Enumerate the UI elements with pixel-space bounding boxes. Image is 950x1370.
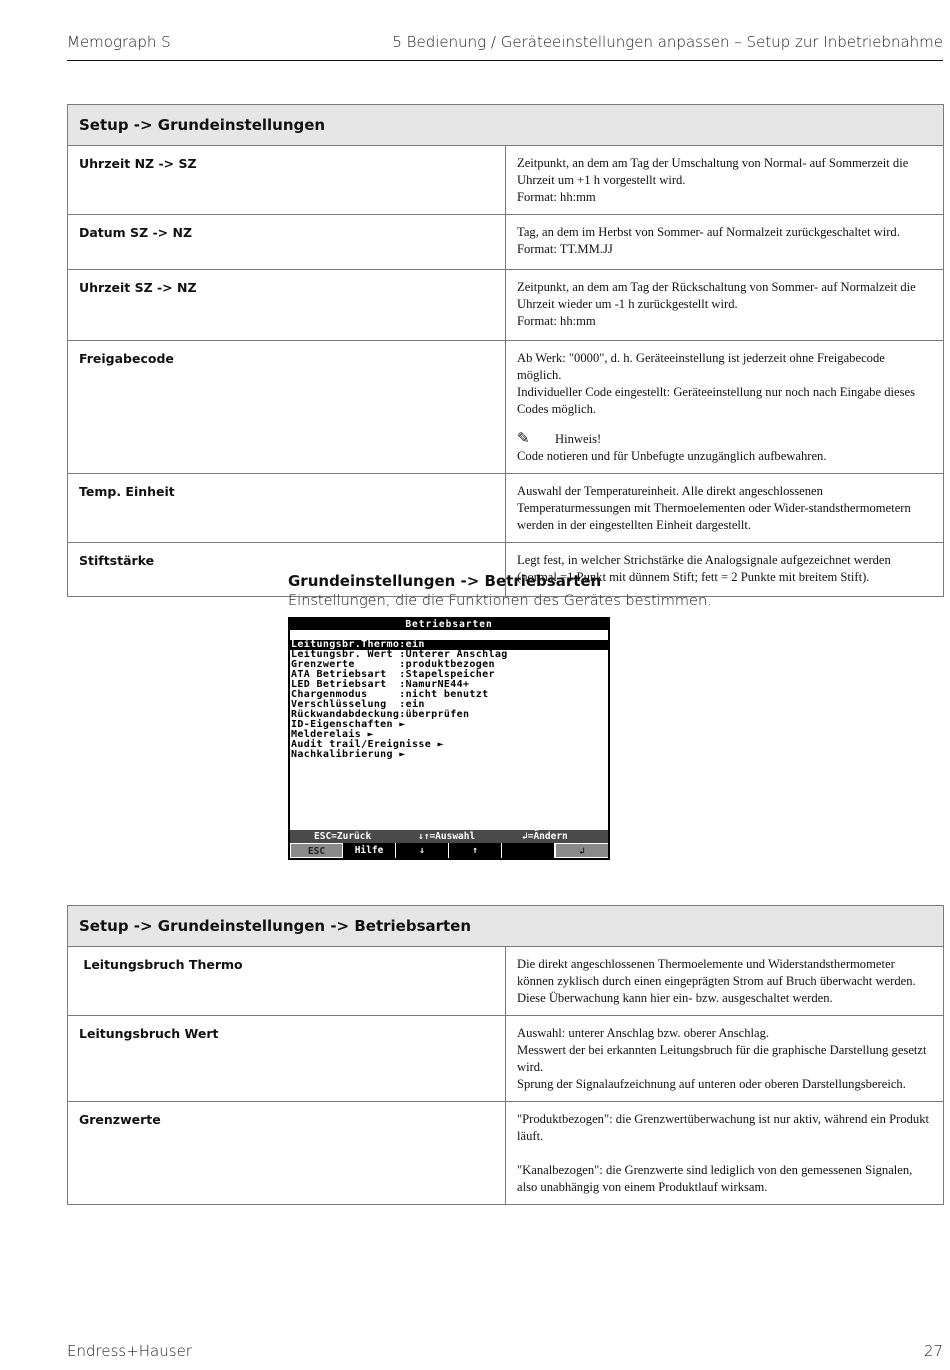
desc-line: Individueller Code eingestellt: Geräteeinstellung nur noch nach Eingabe dieses Codes möglich.	[517, 385, 915, 416]
row-description	[506, 947, 944, 1016]
row-description	[506, 270, 944, 341]
row-description	[506, 341, 944, 474]
header-chapter-title: 5 Bedienung / Geräteeinstellungen anpassen – Setup zur Inbetriebnahme	[392, 33, 943, 51]
table-row	[68, 270, 944, 341]
menu-item[interactable]: Chargenmodus :nicht benutzt	[291, 689, 489, 700]
menu-item[interactable]: Rückwandabdeckung:überprüfen	[291, 709, 470, 720]
desc-line: Format: TT.MM.JJ	[517, 242, 613, 256]
row-label: Leitungsbruch Thermo	[68, 947, 506, 1016]
desc-line: Auswahl: unterer Anschlag bzw. oberer Anschlag.	[517, 1026, 770, 1040]
desc-line: Zeitpunkt, an dem am Tag der Umschaltung von Normal- auf Sommerzeit die Uhrzeit um +1 h vorgestellt wird.	[517, 156, 909, 187]
page-number: 27	[923, 1342, 943, 1360]
desc-line: Zeitpunkt, an dem am Tag der Rückschaltung von Sommer- auf Normalzeit die Uhrzeit wieder um -1 h zurückgestellt wird.	[517, 280, 916, 311]
note-heading	[517, 430, 932, 448]
row-description	[506, 1102, 944, 1205]
empty-softkey[interactable]	[502, 843, 555, 858]
section-title: Grundeinstellungen -> Betriebsarten	[288, 572, 602, 590]
screen-menu	[290, 640, 608, 760]
table-row	[68, 341, 944, 474]
row-description	[506, 474, 944, 543]
row-label: Grenzwerte	[68, 1102, 506, 1205]
hint-select: ↓↑=Auswahl	[418, 831, 476, 842]
betriebsarten-table	[67, 905, 944, 1205]
section-subtitle: Einstellungen, die die Funktionen des Gerätes bestimmen.	[288, 593, 712, 609]
device-screen	[288, 617, 610, 860]
grundeinstellungen-table	[67, 104, 944, 597]
row-description	[506, 1016, 944, 1102]
table-row	[68, 146, 944, 215]
desc-line: Format: hh:mm	[517, 190, 596, 204]
softkey-bar	[290, 843, 608, 858]
row-description	[506, 146, 944, 215]
screen-hint-bar	[290, 830, 608, 843]
row-label: Freigabecode	[68, 341, 506, 474]
menu-item[interactable]: Leitungsbr. Wert :Unterer Anschlag	[291, 649, 508, 660]
row-label: Datum SZ -> NZ	[68, 215, 506, 270]
desc-line: "Kanalbezogen": die Grenzwerte sind lediglich von den gemessenen Signalen, also unabhängig von einem Produktlauf wirksam.	[517, 1163, 913, 1194]
table-row	[68, 1016, 944, 1102]
row-description	[506, 215, 944, 270]
table-title: Setup -> Grundeinstellungen	[68, 105, 944, 146]
header-product-name: Memograph S	[67, 33, 171, 51]
row-label: Temp. Einheit	[68, 474, 506, 543]
screen-title: Betriebsarten	[290, 619, 608, 630]
menu-item[interactable]: ID-Eigenschaften ►	[291, 719, 406, 730]
esc-softkey[interactable]: ESC	[290, 843, 343, 858]
footer-company: Endress+Hauser	[67, 1342, 192, 1360]
hint-esc: ESC=Zurück	[314, 831, 372, 842]
desc-line: Format: hh:mm	[517, 314, 596, 328]
row-label: Uhrzeit SZ -> NZ	[68, 270, 506, 341]
desc-line: Die direkt angeschlossenen Thermoelemente und Widerstandsthermometer können zyklisch durch einen eingeprägten Strom auf Bruch überwacht werden. Diese Überwachung kann hier ein- bzw. ausgeschaltet werden.	[517, 957, 916, 1005]
note-text: Code notieren und für Unbefugte unzugänglich aufbewahren.	[517, 449, 827, 463]
desc-line: Messwert der bei erkannten Leitungsbruch für die graphische Darstellung gesetzt wird.	[517, 1043, 927, 1074]
menu-item[interactable]: Melderelais ►	[291, 729, 374, 740]
page-header	[67, 30, 943, 61]
row-label: Leitungsbruch Wert	[68, 1016, 506, 1102]
menu-item[interactable]: Audit trail/Ereignisse ►	[291, 739, 444, 750]
help-softkey[interactable]: Hilfe	[343, 843, 396, 858]
desc-line: Auswahl der Temperatureinheit. Alle direkt angeschlossenen Temperaturmessungen mit Thermoelementen oder Wider-standsthermometern werden in der eingestellten Einheit dargestellt.	[517, 484, 911, 532]
enter-softkey[interactable]: ↲	[555, 843, 608, 858]
desc-line: "Produktbezogen": die Grenzwertüberwachung ist nur aktiv, während ein Produkt läuft.	[517, 1112, 930, 1143]
menu-item[interactable]: ATA Betriebsart :Stapelspeicher	[291, 669, 495, 680]
desc-line: Sprung der Signalaufzeichnung auf unteren oder oberen Darstellungsbereich.	[517, 1077, 906, 1091]
down-arrow-softkey[interactable]: ↓	[396, 843, 449, 858]
desc-line: Tag, an dem im Herbst von Sommer- auf Normalzeit zurückgeschaltet wird.	[517, 225, 900, 239]
note-title: Hinweis!	[555, 432, 602, 446]
menu-item[interactable]: Verschlüsselung :ein	[291, 699, 425, 710]
hint-change: ↲=Ändern	[522, 831, 568, 842]
row-label: Stiftstärke	[68, 543, 506, 597]
table-title: Setup -> Grundeinstellungen -> Betriebsarten	[68, 906, 944, 947]
table-row	[68, 474, 944, 543]
desc-line: Legt fest, in welcher Strichstärke die Analogsignale aufgezeichnet werden (normal =1 Punkt mit dünnem Stift; fett = 2 Punkte mit breitem Stift).	[517, 553, 891, 584]
row-label: Uhrzeit NZ -> SZ	[68, 146, 506, 215]
menu-item[interactable]: Grenzwerte :produktbezogen	[291, 659, 495, 670]
table-row	[68, 215, 944, 270]
menu-item-selected[interactable]: Leitungsbr.Thermo:ein	[290, 640, 608, 650]
desc-line: Ab Werk: "0000", d. h. Geräteeinstellung ist jederzeit ohne Freigabecode möglich.	[517, 351, 885, 382]
up-arrow-softkey[interactable]: ↑	[449, 843, 502, 858]
pencil-icon: ✎	[517, 429, 530, 447]
menu-item[interactable]: Nachkalibrierung ►	[291, 749, 406, 760]
table-row	[68, 947, 944, 1016]
menu-item[interactable]: LED Betriebsart :NamurNE44+	[291, 679, 470, 690]
table-row	[68, 1102, 944, 1205]
